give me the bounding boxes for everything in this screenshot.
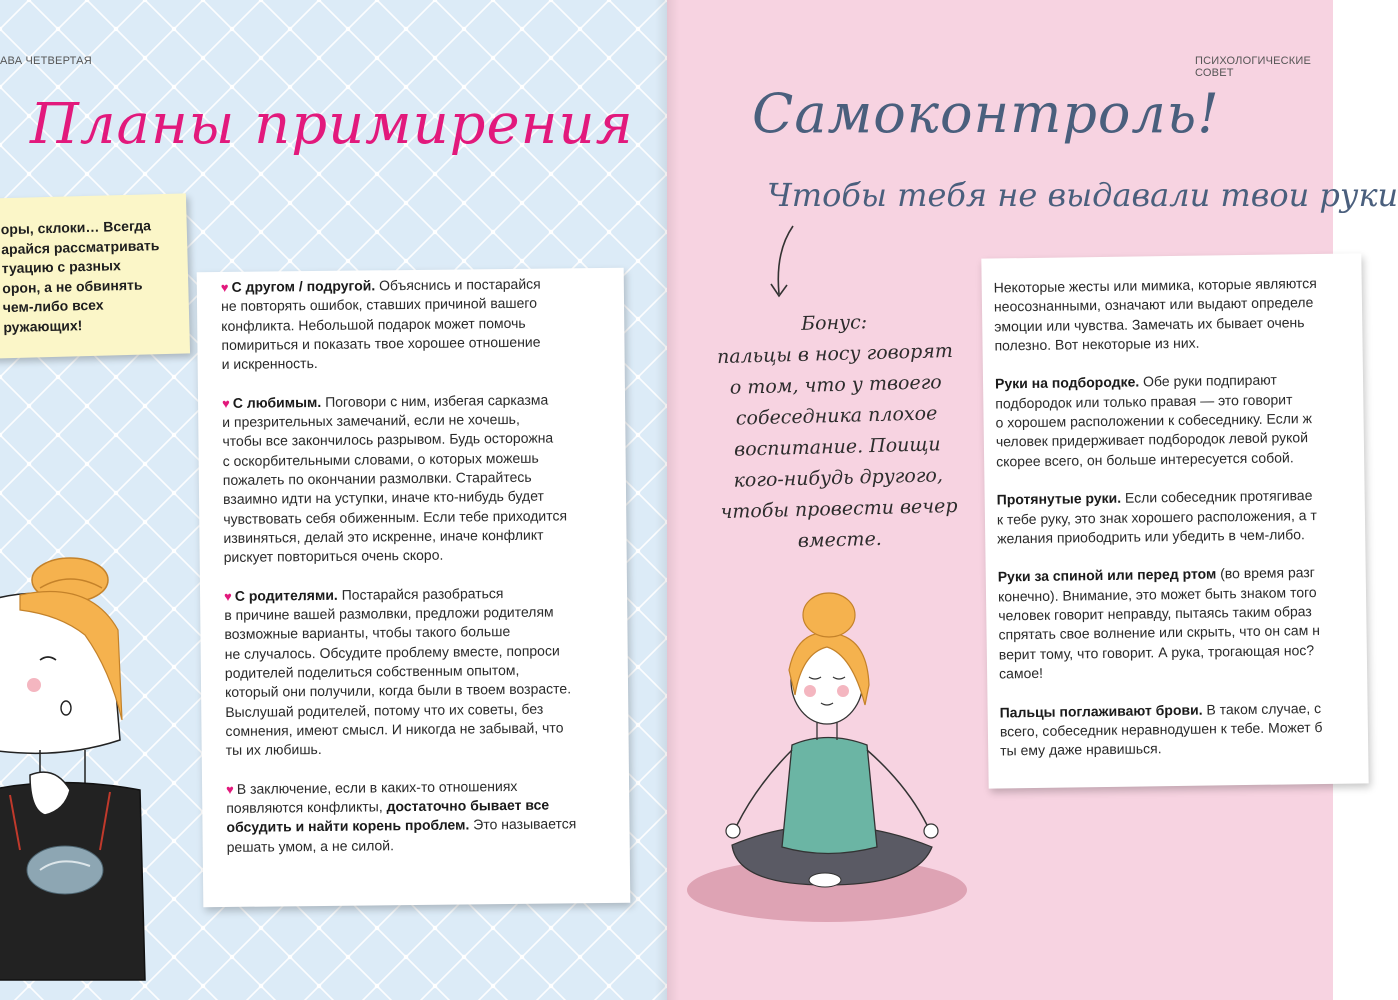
advice-conclusion	[226, 776, 616, 857]
advice-text: чувствовать себя обиженным. Если тебе приходится	[223, 506, 568, 527]
advice-paragraph-beloved	[222, 390, 613, 568]
advice-text: взаимно идти на уступки, иначе кто-нибудь будет	[222, 487, 544, 508]
gesture-chin	[995, 370, 1350, 471]
advice-text: ты их любишь.	[225, 741, 322, 759]
girl-illustration-left	[0, 560, 200, 980]
gesture-text: В таком случае, с	[1206, 699, 1322, 718]
gesture-text: всего, собеседник неравнодушен к тебе. Может б	[999, 718, 1323, 740]
gestures-card	[981, 253, 1368, 788]
advice-text: родителей поделиться собственным опытом,	[224, 661, 520, 681]
conclusion-text: Это называется	[469, 815, 577, 833]
gesture-text: скорее всего, он больше интересуется собой.	[996, 449, 1294, 470]
running-head-left: АВА ЧЕТВЕРТАЯ	[0, 55, 92, 67]
conclusion-text: решать умом, а не силой.	[226, 836, 395, 855]
gesture-lead: Руки на подбородке.	[994, 373, 1140, 392]
bonus-line: кого-нибудь другого,	[733, 464, 944, 492]
advice-text: не случалось. Обсудите проблему вместе, попроси	[224, 642, 560, 662]
heart-icon: ♥	[220, 279, 229, 296]
gesture-text: подбородок или только правая — это говорит	[995, 391, 1293, 412]
bonus-line: воспитание. Поищи	[733, 433, 941, 461]
advice-lead: С любимым.	[232, 393, 322, 411]
advice-text: Объяснись и постарайся	[379, 275, 541, 294]
gesture-text: (во время разг	[1220, 564, 1315, 582]
gesture-text: о хорошем расположении к собеседнику. Если ж	[995, 410, 1313, 431]
advice-text: конфликта. Небольшой подарок может помочь	[221, 314, 526, 334]
bonus-line: собеседника плохое	[735, 402, 938, 430]
bonus-line: о том, что у твоего	[729, 371, 942, 399]
bonus-line: чтобы провести вечер	[720, 494, 958, 524]
advice-lead: С родителями.	[234, 586, 338, 604]
advice-text: и искренность.	[221, 355, 318, 373]
gesture-lead: Протянутые руки.	[996, 490, 1122, 508]
sticky-note-text: оры, склоки… Всегда арайся рассматривать туацию с разных орон, а не обвинять чем-либо всех ружающих!	[0, 217, 160, 335]
right-page	[667, 0, 1398, 1000]
bonus-line: вместе.	[797, 527, 883, 553]
advice-text: возможные варианты, чтобы такого больше	[224, 623, 511, 643]
advice-paragraph-parents	[224, 583, 615, 761]
advice-text: не повторять ошибок, ставших причиной вашего	[220, 294, 538, 315]
gesture-text: ты ему даже нравишься.	[1000, 740, 1162, 759]
arrow-down-icon	[767, 222, 807, 302]
advice-card-left	[197, 268, 631, 907]
advice-text: помириться и показать твое хорошее отношение	[221, 333, 541, 353]
intro-text: полезно. Вот некоторые из них.	[994, 334, 1200, 354]
advice-paragraph-friend	[221, 274, 611, 375]
running-head-right: ПСИХОЛОГИЧЕСКИЕ СОВЕТ	[1195, 55, 1312, 79]
advice-text: с оскорбительными словами, о которых можешь	[222, 449, 539, 469]
gestures-intro	[994, 274, 1349, 356]
advice-text: Поговори с ним, избегая сарказма	[325, 391, 549, 410]
heart-icon: ♥	[226, 781, 234, 797]
advice-text: чтобы все закончилось разрывом. Будь осторожна	[222, 429, 554, 450]
page-title-left: Планы примирения	[30, 92, 634, 157]
left-page	[0, 0, 667, 1000]
advice-text: который они получили, когда были в твоем возрасте.	[225, 680, 572, 701]
advice-text: и презрительных замечаний, если не хочешь,	[222, 410, 520, 431]
gesture-text: желания приободрить или убедить в чем-либо.	[997, 526, 1305, 547]
gesture-text: Если собеседник протягивае	[1124, 487, 1313, 506]
intro-text: Некоторые жесты или мимика, которые являются	[993, 274, 1317, 296]
conclusion-text: появляются конфликты,	[226, 798, 387, 816]
heart-icon: ♥	[221, 395, 230, 411]
gesture-text: самое!	[998, 664, 1044, 682]
gesture-outstretched	[997, 486, 1352, 549]
intro-text: эмоции или чувства. Замечать их бывает очень	[994, 313, 1305, 335]
gesture-text: Обе руки подпирают	[1142, 372, 1277, 390]
bonus-note	[704, 305, 970, 560]
book-gutter	[655, 0, 679, 1000]
sticky-note	[0, 193, 190, 358]
advice-text: Выслушай родителей, потому что их советы, без	[225, 700, 544, 720]
bonus-line: Бонус:	[800, 311, 868, 335]
conclusion-text: В заключение, если в каких-то отношениях	[236, 777, 518, 797]
page-subtitle-right: Чтобы тебя не выдавали твои руки	[767, 176, 1398, 214]
advice-text: в причине вашей размолвки, предложи родителям	[224, 603, 554, 624]
advice-lead: С другом / подругой.	[231, 277, 376, 295]
advice-text: пожалеть по окончании размолвки. Старайтесь	[222, 468, 532, 488]
intro-text: неосознанными, означают или выдают определе	[993, 294, 1314, 315]
gesture-lead: Руки за спиной или перед ртом	[997, 565, 1217, 585]
gesture-text: конечно). Внимание, это может быть знаком того	[997, 583, 1317, 605]
advice-text: рискует повториться очень скоро.	[223, 546, 444, 566]
heart-icon: ♥	[224, 588, 232, 604]
gesture-text: человек придерживает подбородок левой рукой	[995, 429, 1309, 450]
gesture-behind-back	[998, 563, 1354, 684]
advice-text: сомнения, имеют смысл. И никогда не забывай, что	[225, 719, 564, 739]
conclusion-bold: обсудить и найти корень проблем.	[226, 816, 470, 836]
gesture-lead: Пальцы поглаживают брови.	[999, 701, 1203, 720]
gesture-eyebrows	[1000, 698, 1355, 761]
gesture-text: спрятать свое волнение или скрыть, что он сам н	[998, 622, 1321, 643]
bonus-line: пальцы в носу говорят	[716, 339, 954, 369]
advice-text: извиняться, делай это искренне, иначе конфликт	[223, 526, 544, 546]
gesture-text: человек говорит неправду, пытаясь таким образ	[998, 603, 1312, 624]
meditating-girl-illustration	[677, 585, 997, 935]
conclusion-bold: достаточно бывает все	[386, 796, 550, 815]
gesture-text: к тебе руку, это знак хорошего расположения, а т	[996, 506, 1317, 528]
advice-text: Постарайся разобраться	[341, 584, 504, 603]
gesture-text: верит тому, что говорит. А рука, трогающая нос?	[998, 641, 1315, 663]
page-title-right: Самоконтроль!	[752, 82, 1220, 145]
